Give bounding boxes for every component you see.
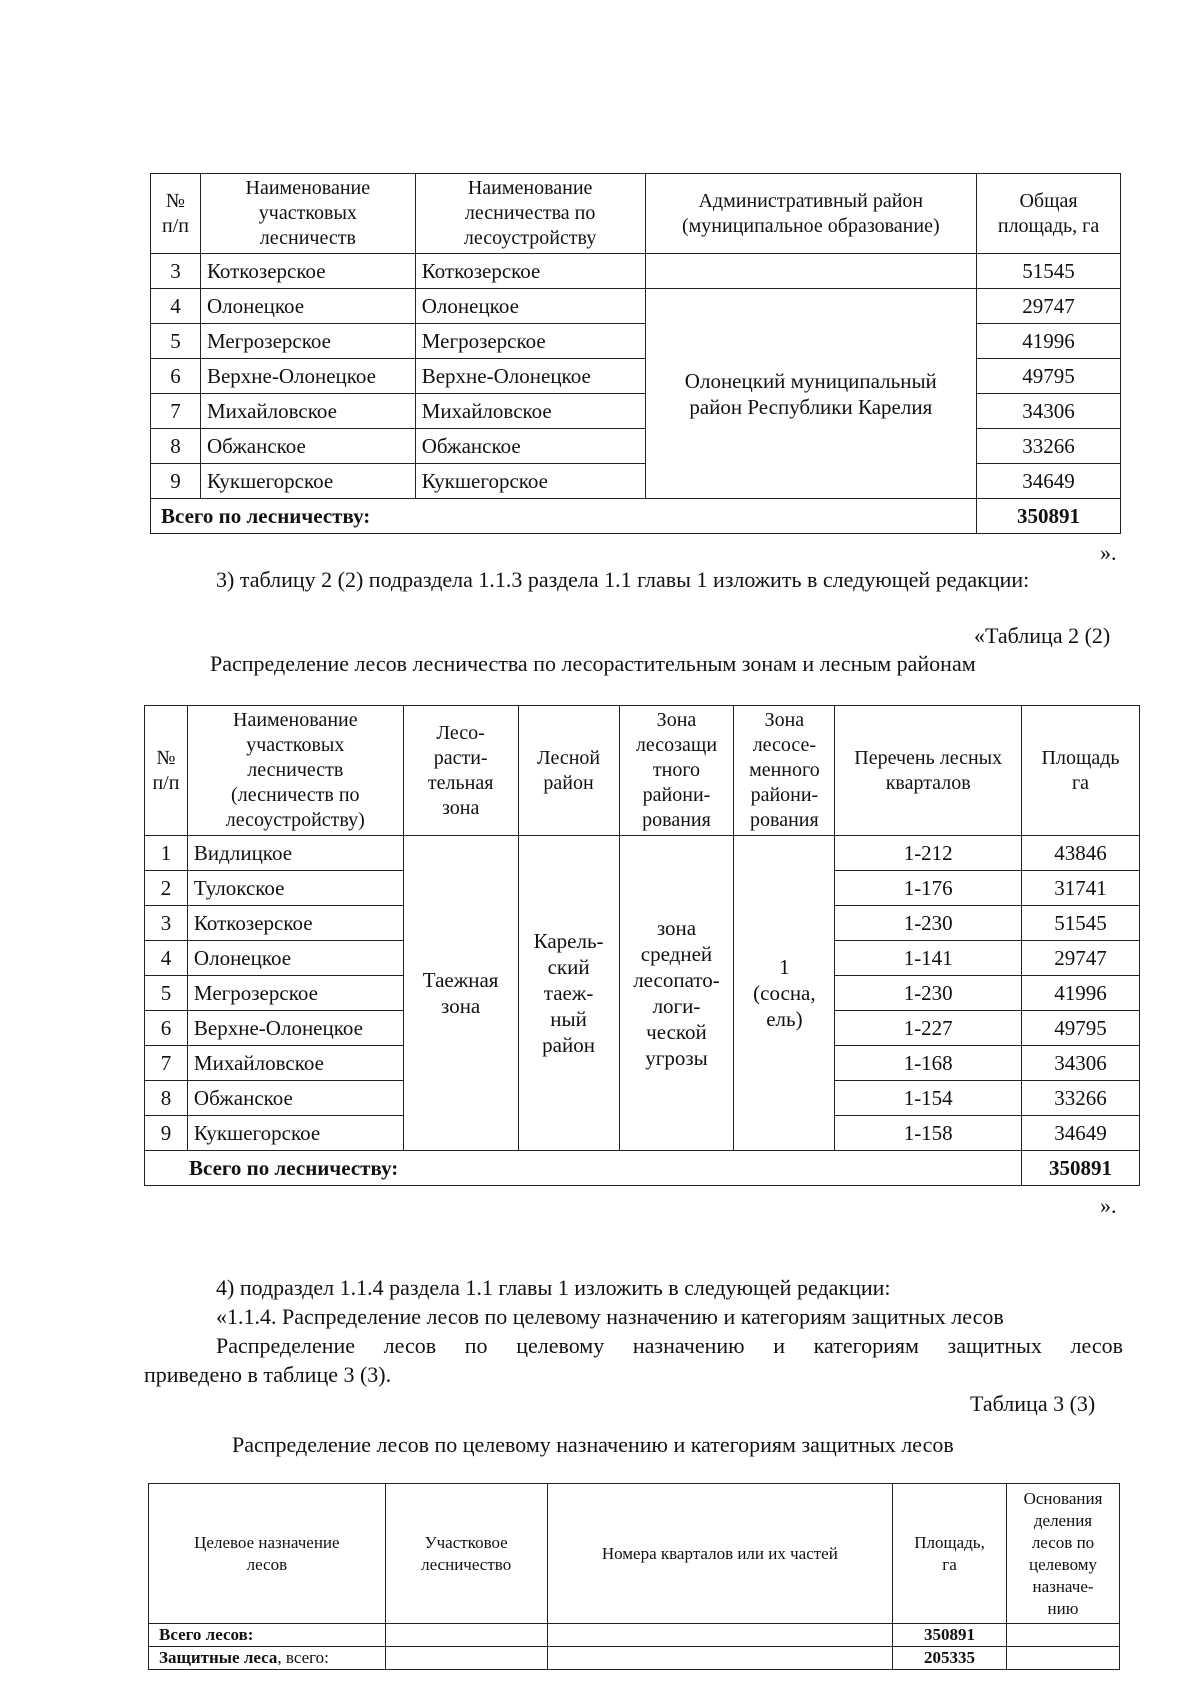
total-value: 350891 <box>1022 1151 1140 1186</box>
area-value: 41996 <box>977 324 1121 359</box>
table-header-row <box>149 1484 1120 1624</box>
forestry-name: Тулокское <box>187 871 403 906</box>
forestry-survey-name: Верхне-Олонецкое <box>415 359 645 394</box>
total-row <box>151 499 1121 534</box>
header-number: № п/п <box>151 174 201 254</box>
row-number: 7 <box>151 394 201 429</box>
table2-title: Распределение лесов лесничества по лесорастительным зонам и лесным районам <box>210 651 976 676</box>
forestry-name: Кукшегорское <box>187 1116 403 1151</box>
header-basis: Основания деления лесов по целевому назначе- нию <box>1007 1484 1120 1624</box>
quarters-range: 1-158 <box>835 1116 1022 1151</box>
area-value: 43846 <box>1022 836 1140 871</box>
forestry-name: Мегрозерское <box>200 324 415 359</box>
forest-purpose-table <box>148 1483 1120 1670</box>
total-label: Всего по лесничеству: <box>145 1151 1022 1186</box>
forestry-survey-name: Михайловское <box>415 394 645 429</box>
header-vegetation-zone: Лесо- расти- тельная зона <box>403 706 518 836</box>
row-number: 2 <box>145 871 188 906</box>
total-label: Всего по лесничеству: <box>151 499 977 534</box>
forestry-survey-name: Коткозерское <box>415 254 645 289</box>
paragraph-4-heading: «1.1.4. Распределение лесов по целевому назначению и категориям защитных лесов <box>216 1304 1004 1329</box>
quarters-range: 1-227 <box>835 1011 1022 1046</box>
table2-label: «Таблица 2 (2) <box>974 623 1111 648</box>
total-value: 350891 <box>977 499 1121 534</box>
basis-cell <box>1007 1647 1120 1670</box>
area-value: 41996 <box>1022 976 1140 1011</box>
area-value: 49795 <box>977 359 1121 394</box>
purpose-cell <box>149 1624 386 1647</box>
vegetation-zone: Таежная зона <box>403 836 518 1151</box>
header-purpose: Целевое назначение лесов <box>149 1484 386 1624</box>
header-total-area: Общая площадь, га <box>977 174 1121 254</box>
area-value: 34649 <box>1022 1116 1140 1151</box>
closing-quote-2: ». <box>1100 1193 1117 1218</box>
area-value: 29747 <box>1022 941 1140 976</box>
forestry-cell <box>385 1624 547 1647</box>
forestry-name: Коткозерское <box>200 254 415 289</box>
row-number: 6 <box>145 1011 188 1046</box>
closing-quote-1: ». <box>1100 540 1117 565</box>
quarters-range: 1-168 <box>835 1046 1022 1081</box>
quarters-cell <box>547 1647 892 1670</box>
seed-zone: 1 (сосна, ель) <box>734 836 835 1151</box>
forestry-name: Михайловское <box>187 1046 403 1081</box>
area-value: 49795 <box>1022 1011 1140 1046</box>
area-value: 34306 <box>977 394 1121 429</box>
forestry-name: Олонецкое <box>187 941 403 976</box>
forestry-name: Михайловское <box>200 394 415 429</box>
total-row <box>145 1151 1140 1186</box>
paragraph-3: 3) таблицу 2 (2) подраздела 1.1.3 раздела 1.1 главы 1 изложить в следующей редакции: <box>216 567 1030 592</box>
table-row <box>149 1624 1120 1647</box>
forestry-survey-name: Олонецкое <box>415 289 645 324</box>
area-value: 33266 <box>1022 1081 1140 1116</box>
forestry-name: Мегрозерское <box>187 976 403 1011</box>
row-number: 8 <box>151 429 201 464</box>
header-forestry-name: Наименование участковых лесничеств (лесничеств по лесоустройству) <box>187 706 403 836</box>
purpose-suffix: , всего: <box>277 1648 329 1667</box>
quarters-range: 1-230 <box>835 906 1022 941</box>
table-row <box>145 836 1140 871</box>
header-forestry-name: Наименование участковых лесничеств <box>200 174 415 254</box>
header-forest-region: Лесной район <box>518 706 619 836</box>
row-number: 1 <box>145 836 188 871</box>
protection-zone: зона средней лесопато- логи- ческой угрозы <box>619 836 734 1151</box>
row-number: 4 <box>151 289 201 324</box>
area-value: 205335 <box>893 1647 1007 1670</box>
header-protection-zone: Зона лесозащи тного райони- рования <box>619 706 734 836</box>
header-district: Административный район (муниципальное образование) <box>645 174 977 254</box>
forestry-survey-name: Обжанское <box>415 429 645 464</box>
header-forestry: Участковое лесничество <box>385 1484 547 1624</box>
header-seed-zone: Зона лесосе- менного райони- рования <box>734 706 835 836</box>
area-value: 31741 <box>1022 871 1140 906</box>
header-number: № п/п <box>145 706 188 836</box>
row-number: 7 <box>145 1046 188 1081</box>
quarters-range: 1-212 <box>835 836 1022 871</box>
area-value: 34649 <box>977 464 1121 499</box>
row-number: 4 <box>145 941 188 976</box>
area-value: 29747 <box>977 289 1121 324</box>
header-quarters-list: Перечень лесных кварталов <box>835 706 1022 836</box>
area-value: 33266 <box>977 429 1121 464</box>
forestry-name: Обжанское <box>187 1081 403 1116</box>
forestry-name: Видлицкое <box>187 836 403 871</box>
forestry-survey-name: Мегрозерское <box>415 324 645 359</box>
quarters-range: 1-141 <box>835 941 1022 976</box>
forestry-name: Коткозерское <box>187 906 403 941</box>
area-value: 350891 <box>893 1624 1007 1647</box>
table3-label: Таблица 3 (3) <box>970 1391 1096 1416</box>
forestry-survey-name: Кукшегорское <box>415 464 645 499</box>
district-cell-empty <box>645 254 977 289</box>
quarters-range: 1-230 <box>835 976 1022 1011</box>
header-area: Площадь, га <box>893 1484 1007 1624</box>
table-header-row <box>151 174 1121 254</box>
table-row <box>151 289 1121 324</box>
area-value: 51545 <box>977 254 1121 289</box>
header-forestry-survey-name: Наименование лесничества по лесоустройству <box>415 174 645 254</box>
row-number: 5 <box>145 976 188 1011</box>
table3-title: Распределение лесов по целевому назначению и категориям защитных лесов <box>232 1432 954 1457</box>
row-number: 3 <box>151 254 201 289</box>
table-header-row <box>145 706 1140 836</box>
area-value: 51545 <box>1022 906 1140 941</box>
purpose-label: Всего лесов: <box>159 1625 254 1644</box>
forestry-name: Кукшегорское <box>200 464 415 499</box>
area-value: 34306 <box>1022 1046 1140 1081</box>
basis-cell <box>1007 1624 1120 1647</box>
row-number: 6 <box>151 359 201 394</box>
paragraph-4-body-line2: приведено в таблице 3 (3). <box>144 1362 392 1387</box>
forest-zones-table <box>144 705 1140 1186</box>
row-number: 9 <box>151 464 201 499</box>
purpose-label: Защитные леса <box>159 1648 278 1667</box>
forestry-cell <box>385 1647 547 1670</box>
paragraph-4-intro: 4) подраздел 1.1.4 раздела 1.1 главы 1 изложить в следующей редакции: <box>216 1275 891 1300</box>
row-number: 5 <box>151 324 201 359</box>
forestry-name: Олонецкое <box>200 289 415 324</box>
row-number: 8 <box>145 1081 188 1116</box>
forestry-name: Верхне-Олонецкое <box>187 1011 403 1046</box>
quarters-cell <box>547 1624 892 1647</box>
table-row <box>149 1647 1120 1670</box>
forestry-area-table <box>150 173 1121 534</box>
forest-region: Карель- ский таеж- ный район <box>518 836 619 1151</box>
quarters-range: 1-176 <box>835 871 1022 906</box>
row-number: 3 <box>145 906 188 941</box>
quarters-range: 1-154 <box>835 1081 1022 1116</box>
table-row <box>151 254 1121 289</box>
header-area: Площадь га <box>1022 706 1140 836</box>
purpose-cell <box>149 1647 386 1670</box>
district-name: Олонецкий муниципальный район Республики Карелия <box>645 289 977 499</box>
forestry-name: Верхне-Олонецкое <box>200 359 415 394</box>
paragraph-4-body-line1: Распределение лесов по целевому назначению и категориям защитных лесов <box>216 1333 1123 1358</box>
row-number: 9 <box>145 1116 188 1151</box>
header-quarters: Номера кварталов или их частей <box>547 1484 892 1624</box>
forestry-name: Обжанское <box>200 429 415 464</box>
